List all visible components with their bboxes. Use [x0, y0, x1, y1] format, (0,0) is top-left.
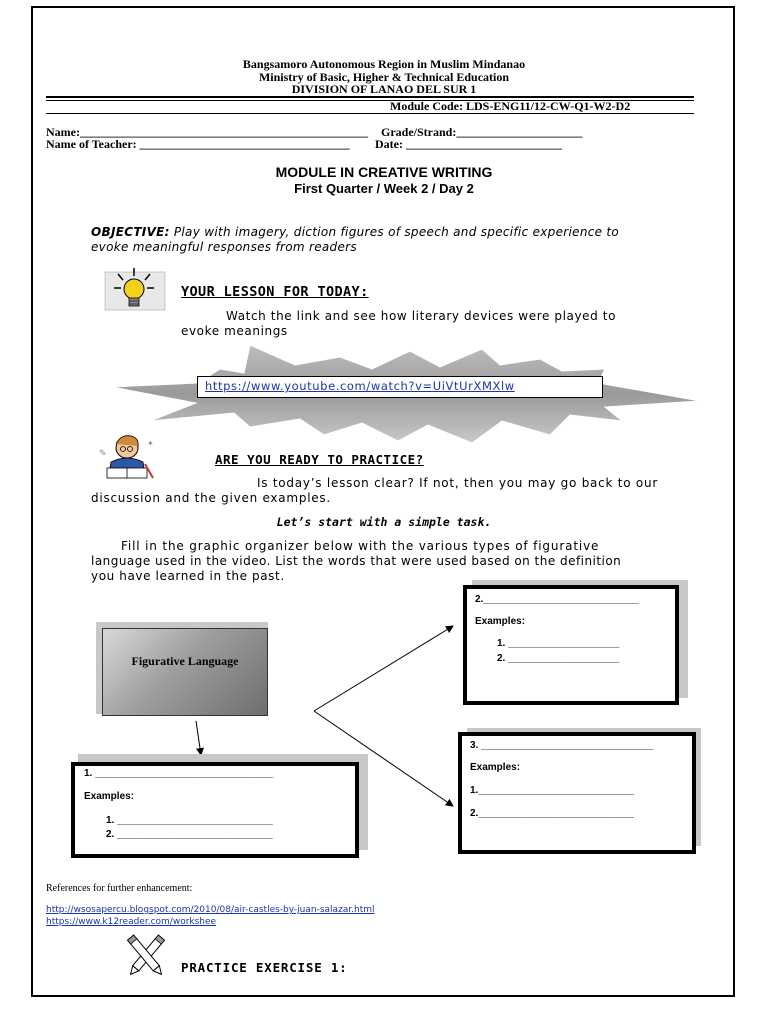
- module-title: MODULE IN CREATIVE WRITING: [275, 164, 493, 180]
- box-3-example-1[interactable]: 1.____________________________: [470, 785, 635, 796]
- header-region: Bangsamoro Autonomous Region in Muslim Mindanao: [242, 57, 526, 71]
- box-3-title[interactable]: 3. _______________________________: [470, 740, 654, 751]
- box-2-example-1[interactable]: 1. ____________________: [497, 638, 620, 649]
- box-2-example-2[interactable]: 2. ____________________: [497, 653, 620, 664]
- header-division: DIVISION OF LANAO DEL SUR 1: [291, 82, 477, 96]
- objective-text: Play with imagery, diction figures of speech and specific experience to: [169, 225, 620, 239]
- box-1-example-2[interactable]: 2. ____________________________: [106, 829, 273, 840]
- box-1-examples-label: Examples:: [84, 791, 135, 802]
- practice-heading: ARE YOU READY TO PRACTICE?: [215, 452, 424, 467]
- instruction-line-2: language used in the video. List the words that were used based on the definition: [91, 554, 622, 568]
- box-1-title[interactable]: 1. ________________________________: [84, 768, 274, 779]
- instruction-line-3: you have learned in the past.: [91, 569, 285, 583]
- module-subtitle: First Quarter / Week 2 / Day 2: [294, 181, 474, 196]
- reference-link-1[interactable]: http://wsosapercu.blogspot.com/2010/08/air-castles-by-juan-salazar.html: [46, 905, 375, 915]
- practice-line-2: discussion and the given examples.: [91, 491, 331, 505]
- name-field[interactable]: Name:________________________________________________: [46, 125, 368, 139]
- box-3-example-2[interactable]: 2.____________________________: [470, 808, 635, 819]
- lesson-heading: YOUR LESSON FOR TODAY:: [181, 284, 369, 300]
- objective-line-2: evoke meaningful responses from readers: [91, 240, 357, 254]
- instruction-line-1: Fill in the graphic organizer below with the various types of figurative: [121, 539, 600, 553]
- box-2-examples-label: Examples:: [475, 616, 526, 627]
- simple-task: Let’s start with a simple task.: [276, 515, 492, 529]
- practice-exercise-heading: PRACTICE EXERCISE 1:: [181, 960, 348, 975]
- practice-line-1: Is today’s lesson clear? If not, then you may go back to our: [257, 476, 659, 490]
- box-3-examples-label: Examples:: [470, 762, 521, 773]
- date-field[interactable]: Date: __________________________: [375, 137, 562, 151]
- svg-text:✦: ✦: [147, 439, 154, 448]
- header-ministry: Ministry of Basic, Higher & Technical Education: [258, 70, 510, 84]
- reference-link-2[interactable]: https://www.k12reader.com/workshee: [46, 917, 217, 927]
- svg-text:✎: ✎: [99, 449, 107, 459]
- references-label: References for further enhancement:: [46, 883, 193, 894]
- crossed-pencils-icon: [118, 930, 174, 982]
- grade-strand-field[interactable]: Grade/Strand:_____________________: [381, 125, 583, 139]
- lesson-line-2: evoke meanings: [181, 324, 288, 338]
- video-link[interactable]: https://www.youtube.com/watch?v=UiVtUrXMXlw: [205, 379, 515, 393]
- module-code: Module Code: LDS-ENG11/12-CW-Q1-W2-D2: [390, 99, 631, 113]
- figurative-language-label: Figurative Language: [131, 654, 239, 668]
- box-1-example-1[interactable]: 1. ____________________________: [106, 815, 273, 826]
- teacher-field[interactable]: Name of Teacher: ___________________________________: [46, 137, 350, 151]
- lesson-line-1: Watch the link and see how literary devices were played to: [226, 309, 617, 323]
- objective-label: OBJECTIVE:: [91, 225, 170, 239]
- box-2-title[interactable]: 2.____________________________: [475, 594, 640, 605]
